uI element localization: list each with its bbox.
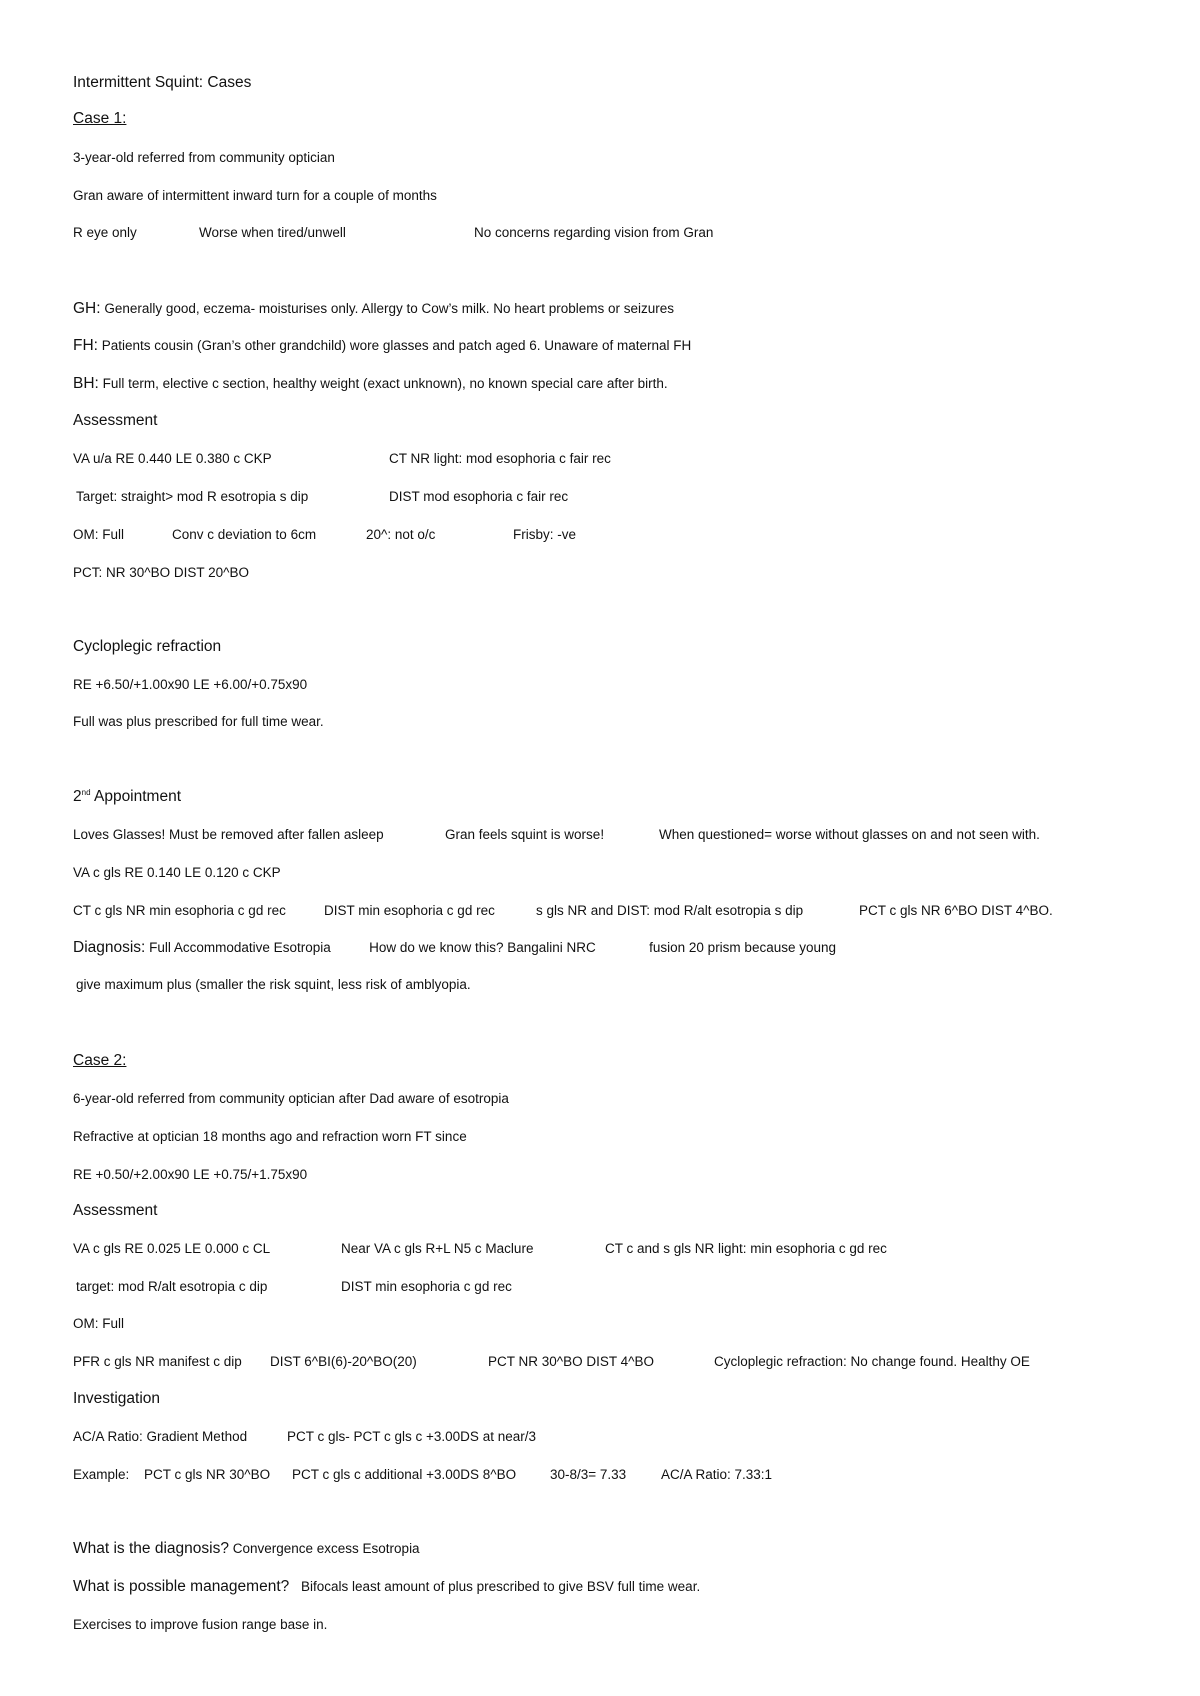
case1-a3d: Frisby: -ve (513, 527, 577, 542)
case2-a1a: VA c gls RE 0.025 LE 0.000 c CL (73, 1241, 271, 1256)
case1-assessment-line-3 (73, 526, 576, 544)
case1-p1a: Loves Glasses! Must be removed after fallen asleep (73, 827, 384, 842)
case2-question-2 (73, 1578, 700, 1596)
document-title: Intermittent Squint: Cases (73, 74, 252, 91)
bh-text: Full term, elective c section, healthy weight (exact unknown), no known special care after birth. (102, 376, 668, 391)
case2-i1b: PCT c gls- PCT c gls c +3.00DS at near/3 (287, 1429, 536, 1444)
gh-label: GH: (73, 300, 101, 317)
diagnosis-a: Full Accommodative Esotropia (149, 940, 331, 955)
case1-p1b: Gran feels squint is worse! (445, 827, 605, 842)
case1-assessment-line-4: PCT: NR 30^BO DIST 20^BO (73, 565, 249, 580)
case2-a4c: PCT NR 30^BO DIST 4^BO (488, 1354, 654, 1369)
case1-assessment-line-1 (73, 450, 611, 468)
fh-label: FH: (73, 337, 98, 354)
case2-a2a: target: mod R/alt esotropia c dip (76, 1279, 268, 1294)
case1-line-2: Gran aware of intermittent inward turn for a couple of months (73, 188, 437, 203)
case1-p1c: When questioned= worse without glasses on and not seen with. (659, 827, 1040, 842)
diagnosis-c: fusion 20 prism because young (649, 940, 837, 955)
case1-assessment-heading: Assessment (73, 412, 158, 429)
case1-fh (73, 337, 691, 355)
case1-cyclo-heading: Cycloplegic refraction (73, 638, 222, 655)
case1-cyclo-line-1: RE +6.50/+1.00x90 LE +6.00/+0.75x90 (73, 677, 308, 692)
case1-line-3a: R eye only (73, 225, 137, 240)
case1-a3a: OM: Full (73, 527, 125, 542)
case1-diagnosis-line-2: give maximum plus (smaller the risk squint, less risk of amblyopia. (76, 977, 471, 992)
case1-appt-line-2: VA c gls RE 0.140 LE 0.120 c CKP (73, 865, 281, 880)
case2-investigation-line-1 (73, 1428, 536, 1446)
case2-investigation-line-2 (73, 1466, 772, 1484)
case1-bh (73, 375, 668, 393)
case2-a4a: PFR c gls NR manifest c dip (73, 1354, 242, 1369)
appt-superscript: nd (81, 787, 91, 797)
case1-a1a: VA u/a RE 0.440 LE 0.380 c CKP (73, 451, 272, 466)
diagnosis-b: How do we know this? Bangalini NRC (369, 940, 596, 955)
case2-a1c: CT c and s gls NR light: min esophoria c gd rec (605, 1241, 887, 1256)
case2-i2e: AC/A Ratio: 7.33:1 (661, 1467, 773, 1482)
q2-text: Bifocals least amount of plus prescribed to give BSV full time wear. (301, 1579, 701, 1594)
case1-line-1: 3-year-old referred from community optician (73, 150, 335, 165)
case2-i2a: Example: (73, 1467, 130, 1482)
case1-assessment-line-2 (73, 488, 568, 506)
case1-p3b: DIST min esophoria c gd rec (324, 903, 495, 918)
case2-question-3: Exercises to improve fusion range base in. (73, 1617, 328, 1632)
case2-assessment-line-1 (73, 1240, 887, 1258)
case1-a3c: 20^: not o/c (366, 527, 436, 542)
case2-heading: Case 2: (73, 1052, 127, 1069)
case1-p3d: PCT c gls NR 6^BO DIST 4^BO. (859, 903, 1053, 918)
q2-label: What is possible management? (73, 1578, 290, 1595)
case2-i2d: 30-8/3= 7.33 (550, 1467, 627, 1482)
diagnosis-label: Diagnosis: (73, 939, 146, 956)
bh-label: BH: (73, 375, 99, 392)
case1-line-3b: Worse when tired/unwell (199, 225, 346, 240)
case2-a4d: Cycloplegic refraction: No change found. Healthy OE (714, 1354, 1030, 1369)
fh-text: Patients cousin (Gran’s other grandchild) wore glasses and patch aged 6. Unaware of maternal FH (101, 338, 692, 353)
case1-gh (73, 300, 674, 318)
case1-line-3 (73, 224, 713, 242)
q1-text: Convergence excess Esotropia (232, 1541, 420, 1556)
case1-a2b: DIST mod esophoria c fair rec (389, 489, 569, 504)
case1-cyclo-line-2: Full was plus prescribed for full time wear. (73, 714, 324, 729)
case1-a1b: CT NR light: mod esophoria c fair rec (389, 451, 611, 466)
case2-i2b: PCT c gls NR 30^BO (144, 1467, 271, 1482)
q1-label: What is the diagnosis? (73, 1540, 229, 1557)
case2-assessment-line-4 (73, 1353, 1030, 1371)
case1-heading: Case 1: (73, 110, 127, 127)
appt-number: 2 (73, 788, 82, 805)
case2-assessment-line-2 (73, 1278, 512, 1296)
case2-i2c: PCT c gls c additional +3.00DS 8^BO (292, 1467, 517, 1482)
case1-appointment-heading (73, 788, 181, 806)
case1-diagnosis (73, 939, 836, 957)
case1-appt-line-1 (73, 826, 1040, 844)
case1-p3a: CT c gls NR min esophoria c gd rec (73, 903, 286, 918)
case1-a2a: Target: straight> mod R esotropia s dip (76, 489, 309, 504)
case1-p3c: s gls NR and DIST: mod R/alt esotropia s dip (536, 903, 804, 918)
case2-line-2: Refractive at optician 18 months ago and refraction worn FT since (73, 1129, 467, 1144)
appt-text: Appointment (93, 788, 182, 805)
case2-assessment-heading: Assessment (73, 1202, 158, 1219)
case1-line-3c: No concerns regarding vision from Gran (474, 225, 714, 240)
case2-line-1: 6-year-old referred from community optician after Dad aware of esotropia (73, 1091, 509, 1106)
case2-a4b: DIST 6^BI(6)-20^BO(20) (270, 1354, 417, 1369)
case1-appt-line-3 (73, 902, 1053, 920)
case2-question-1 (73, 1540, 420, 1558)
case2-a1b: Near VA c gls R+L N5 c Maclure (341, 1241, 534, 1256)
gh-text: Generally good, eczema- moisturises only. Allergy to Cow’s milk. No heart problems or seizures (104, 301, 675, 316)
case2-i1a: AC/A Ratio: Gradient Method (73, 1429, 248, 1444)
case2-investigation-heading: Investigation (73, 1390, 161, 1407)
case2-a2b: DIST min esophoria c gd rec (341, 1279, 512, 1294)
case2-assessment-line-3: OM: Full (73, 1316, 125, 1331)
case1-a3b: Conv c deviation to 6cm (172, 527, 317, 542)
case2-line-3: RE +0.50/+2.00x90 LE +0.75/+1.75x90 (73, 1167, 308, 1182)
